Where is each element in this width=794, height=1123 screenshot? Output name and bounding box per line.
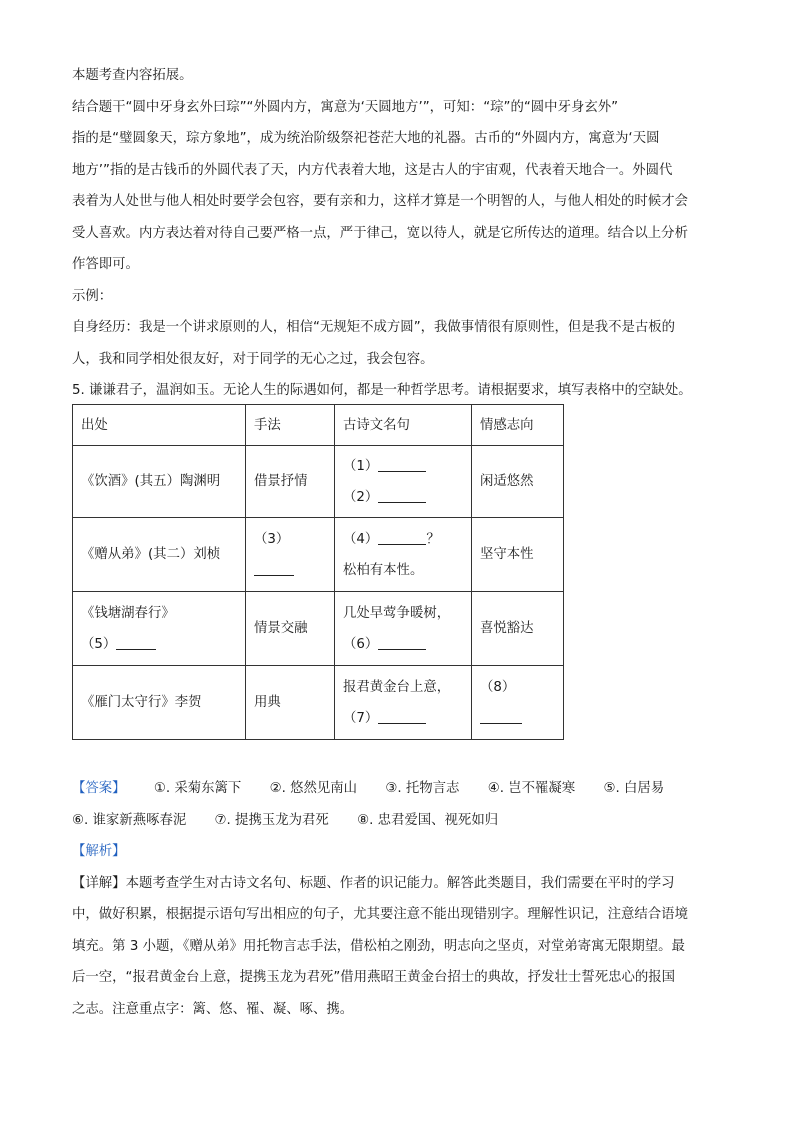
table-row (73, 666, 564, 740)
answer-item: ⑦. 提携玉龙为君死 (214, 812, 329, 828)
answer-blank[interactable] (378, 457, 426, 472)
cell-method: 用典 (246, 666, 335, 740)
blank-number: （2） (343, 489, 379, 505)
blank-number: （4） (343, 531, 379, 547)
answer-blank[interactable] (254, 561, 294, 576)
analysis-line: 后一空，“报君黄金台上意，提携玉龙为君死”借用燕昭王黄金台招士的典故，抒发壮士誓死忠心的报国 (72, 970, 676, 985)
blank-number: （7） (343, 710, 379, 726)
header-emotion: 情感志向 (472, 405, 564, 446)
answer-item: ③. 托物言志 (385, 781, 460, 796)
analysis-line: 填充。第 3 小题，《赠从弟》用托物言志手法，借松柏之刚劲，明志向之坚贞，对堂弟寄寓无限期望。最 (72, 938, 685, 954)
poem-table (72, 404, 564, 740)
table-row (73, 518, 564, 592)
intro-line: 指的是“璧圆象天，琮方象地”，成为统治阶级祭祀苍茫大地的礼器。古币的“外圆内方，寓意为‘天圆 (72, 131, 660, 146)
cell-source: 《雁门太守行》李贺 (73, 666, 246, 740)
analysis-line (72, 868, 752, 900)
intro-heading: 本题考查内容拓展。 (72, 68, 193, 83)
table-row (73, 592, 564, 666)
blank-number: （1） (343, 458, 379, 474)
cell-source (73, 592, 246, 666)
cell-method: 情景交融 (246, 592, 335, 666)
answer-blank[interactable] (378, 709, 426, 724)
header-method: 手法 (246, 405, 335, 446)
cell-lines (335, 518, 472, 592)
header-line: 古诗文名句 (335, 405, 472, 446)
cell-method (246, 518, 335, 592)
cell-lines (335, 446, 472, 518)
intro-line: 地方’”指的是古钱币的外圆代表了天，内方代表着大地，这是古人的宇宙观，代表着天地合一。外圆代 (72, 162, 673, 178)
cell-source: 《赠从弟》(其二）刘桢 (73, 518, 246, 592)
answer-blank[interactable] (480, 709, 522, 724)
blank-number: （8） (480, 679, 516, 695)
cell-lines (335, 666, 472, 740)
answer-item: ②. 悠然见南山 (269, 781, 358, 796)
cell-emotion (472, 666, 564, 740)
table-header-row (73, 405, 564, 446)
poem-line: 报君黄金台上意， (343, 679, 451, 695)
answer-item: ⑤. 白居易 (603, 781, 665, 796)
answer-section (72, 773, 752, 1025)
answer-blank[interactable] (116, 635, 156, 650)
answer-line (72, 773, 752, 805)
intro-line: 作答即可。 (72, 257, 139, 272)
answer-label: 【答案】 (72, 781, 126, 796)
answer-blank[interactable] (378, 530, 426, 545)
blank-number: （3） (254, 531, 290, 547)
answer-item: ④. 岂不罹凝寒 (487, 781, 576, 796)
header-source: 出处 (73, 405, 246, 446)
analysis-label: 【解析】 (72, 844, 126, 859)
example-line: 人，我和同学相处很友好，对于同学的无心之过，我会包容。 (72, 351, 434, 367)
answer-line (72, 805, 752, 837)
cell-method: 借景抒情 (246, 446, 335, 518)
intro-line: 结合题干“圆中牙身玄外曰琮”“外圆内方，寓意为‘天圆地方’”，可知：“琮”的“圆中牙身玄外” (72, 99, 619, 115)
answer-item: ⑥. 谁家新燕啄春泥 (72, 812, 187, 828)
question-mark: ？ (426, 531, 440, 547)
cell-source: 《饮酒》(其五）陶渊明 (73, 446, 246, 518)
cell-emotion: 闲适悠然 (472, 446, 564, 518)
answer-item: ①. 采菊东篱下 (153, 781, 242, 796)
intro-line: 受人喜欢。内方表达着对待自己要严格一点，严于律己，宽以待人，就是它所传达的道理。结合以上分析 (72, 225, 688, 241)
table-row (73, 446, 564, 518)
analysis-line: 中，做好积累，根据提示语句写出相应的句子，尤其要注意不能出现错别字。理解性识记，注意结合语境 (72, 907, 688, 922)
question-prompt: 5. 谦谦君子，温润如玉。无论人生的际遇如何，都是一种哲学思考。请根据要求，填写表格中的空缺处。 (72, 383, 692, 398)
cell-emotion: 喜悦豁达 (472, 592, 564, 666)
example-line: 自身经历：我是一个讲求原则的人，相信“无规矩不成方圆”，我做事情很有原则性，但是我不是古板的 (72, 320, 676, 335)
intro-line: 表着为人处世与他人相处时要学会包容，要有亲和力，这样才算是一个明智的人，与他人相处的时候才会 (72, 194, 688, 209)
answer-blank[interactable] (378, 635, 426, 650)
source-title: 《钱塘湖春行》 (81, 605, 175, 621)
answer-item: ⑧. 忠君爱国、视死如归 (357, 812, 499, 828)
cell-emotion: 坚守本性 (472, 518, 564, 592)
intro-section (72, 60, 724, 407)
blank-number: （6） (343, 636, 379, 652)
poem-line: 几处早莺争暖树， (343, 605, 451, 621)
answer-blank[interactable] (378, 488, 426, 503)
poem-line: 松柏有本性。 (343, 562, 424, 578)
example-label: 示例： (72, 288, 113, 304)
detail-label: 【详解】 (72, 875, 126, 891)
blank-number: （5） (81, 636, 117, 652)
analysis-text: 本题考查学生对古诗文名句、标题、作者的识记能力。解答此类题目，我们需要在平时的学习 (125, 875, 675, 891)
cell-lines (335, 592, 472, 666)
analysis-line: 之志。注意重点字：篱、悠、罹、凝、啄、携。 (72, 1001, 354, 1017)
